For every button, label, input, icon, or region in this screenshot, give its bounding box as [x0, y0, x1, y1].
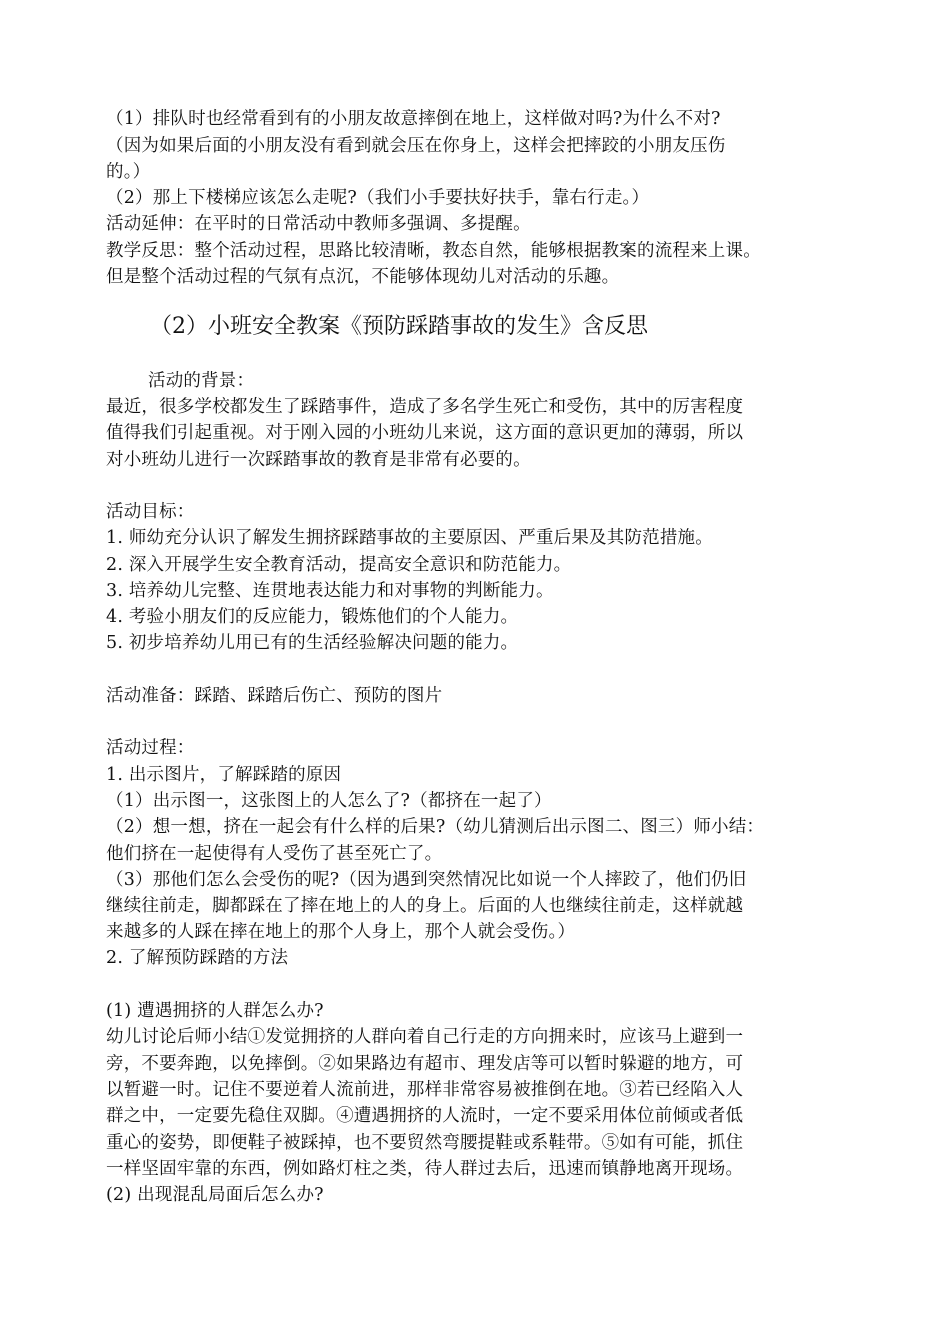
- background-label: 活动的背景：: [148, 371, 255, 391]
- text-line: （2）那上下楼梯应该怎么走呢?（我们小手要扶好扶手，靠右行走。）: [106, 188, 650, 208]
- method-line: 以暂避一时。记住不要逆着人流前进，那样非常容易被推倒在地。③若已经陷入人: [106, 1080, 744, 1100]
- method-line: 一样坚固牢靠的东西，例如路灯柱之类，待人群过去后，迅速而镇静地离开现场。: [106, 1159, 744, 1179]
- process-line: 继续往前走，脚都踩在了摔在地上的人的身上。后面的人也继续往前走，这样就越: [106, 896, 744, 916]
- background-line: 最近，很多学校都发生了踩踏事件，造成了多名学生死亡和受伤，其中的厉害程度: [106, 397, 744, 417]
- method-line: 幼儿讨论后师小结①发觉拥挤的人群向着自己行走的方向拥来时，应该马上避到一: [106, 1027, 744, 1047]
- goal-item: 3. 培养幼儿完整、连贯地表达能力和对事物的判断能力。: [106, 581, 554, 601]
- goals-label: 活动目标：: [106, 502, 195, 522]
- text-line: （1）排队时也经常看到有的小朋友故意摔倒在地上，这样做对吗?为什么不对?: [106, 109, 721, 129]
- background-line: 对小班幼儿进行一次踩踏事故的教育是非常有必要的。: [106, 450, 531, 470]
- process-label: 活动过程：: [106, 738, 195, 758]
- preparation-line: 活动准备：踩踏、踩踏后伤亡、预防的图片: [106, 686, 443, 706]
- method-line: 群之中，一定要先稳住双脚。④遭遇拥挤的人流时，一定不要采用体位前倾或者低: [106, 1106, 744, 1126]
- method-line: (2) 出现混乱局面后怎么办?: [106, 1185, 324, 1205]
- process-line: 2. 了解预防踩踏的方法: [106, 948, 289, 968]
- goal-item: 1. 师幼充分认识了解发生拥挤踩踏事故的主要原因、严重后果及其防范措施。: [106, 528, 713, 548]
- text-line: （因为如果后面的小朋友没有看到就会压在你身上，这样会把摔跤的小朋友压伤: [106, 136, 726, 156]
- text-line: 的。）: [106, 162, 151, 182]
- text-line: 活动延伸：在平时的日常活动中教师多强调、多提醒。: [106, 214, 531, 234]
- goal-item: 4. 考验小朋友们的反应能力，锻炼他们的个人能力。: [106, 607, 519, 627]
- process-line: （2）想一想，挤在一起会有什么样的后果?（幼儿猜测后出示图二、图三）师小结：: [106, 817, 765, 837]
- process-line: 来越多的人踩在摔在地上的那个人身上，那个人就会受伤。）: [106, 922, 576, 942]
- section-heading: （2）小班安全教案《预防踩踏事故的发生》含反思: [150, 314, 648, 339]
- method-line: 重心的姿势，即便鞋子被踩掉，也不要贸然弯腰提鞋或系鞋带。⑤如有可能，抓住: [106, 1133, 744, 1153]
- text-line: 但是整个活动过程的气氛有点沉，不能够体现幼儿对活动的乐趣。: [106, 267, 620, 287]
- goal-item: 5. 初步培养幼儿用已有的生活经验解决问题的能力。: [106, 633, 519, 653]
- process-line: （1）出示图一，这张图上的人怎么了?（都挤在一起了）: [106, 791, 552, 811]
- method-line: (1) 遭遇拥挤的人群怎么办?: [106, 1001, 324, 1021]
- process-line: 他们挤在一起使得有人受伤了甚至死亡了。: [106, 844, 443, 864]
- method-line: 旁，不要奔跑，以免摔倒。②如果路边有超市、理发店等可以暂时躲避的地方，可: [106, 1054, 744, 1074]
- text-line: 教学反思：整个活动过程，思路比较清晰，教态自然，能够根据教案的流程来上课。: [106, 241, 761, 261]
- background-line: 值得我们引起重视。对于刚入园的小班幼儿来说，这方面的意识更加的薄弱，所以: [106, 423, 744, 443]
- process-line: 1. 出示图片，了解踩踏的原因: [106, 765, 342, 785]
- goal-item: 2. 深入开展学生安全教育活动，提高安全意识和防范能力。: [106, 555, 572, 575]
- process-line: （3）那他们怎么会受伤的呢?（因为遇到突然情况比如说一个人摔跤了，他们仍旧: [106, 870, 747, 890]
